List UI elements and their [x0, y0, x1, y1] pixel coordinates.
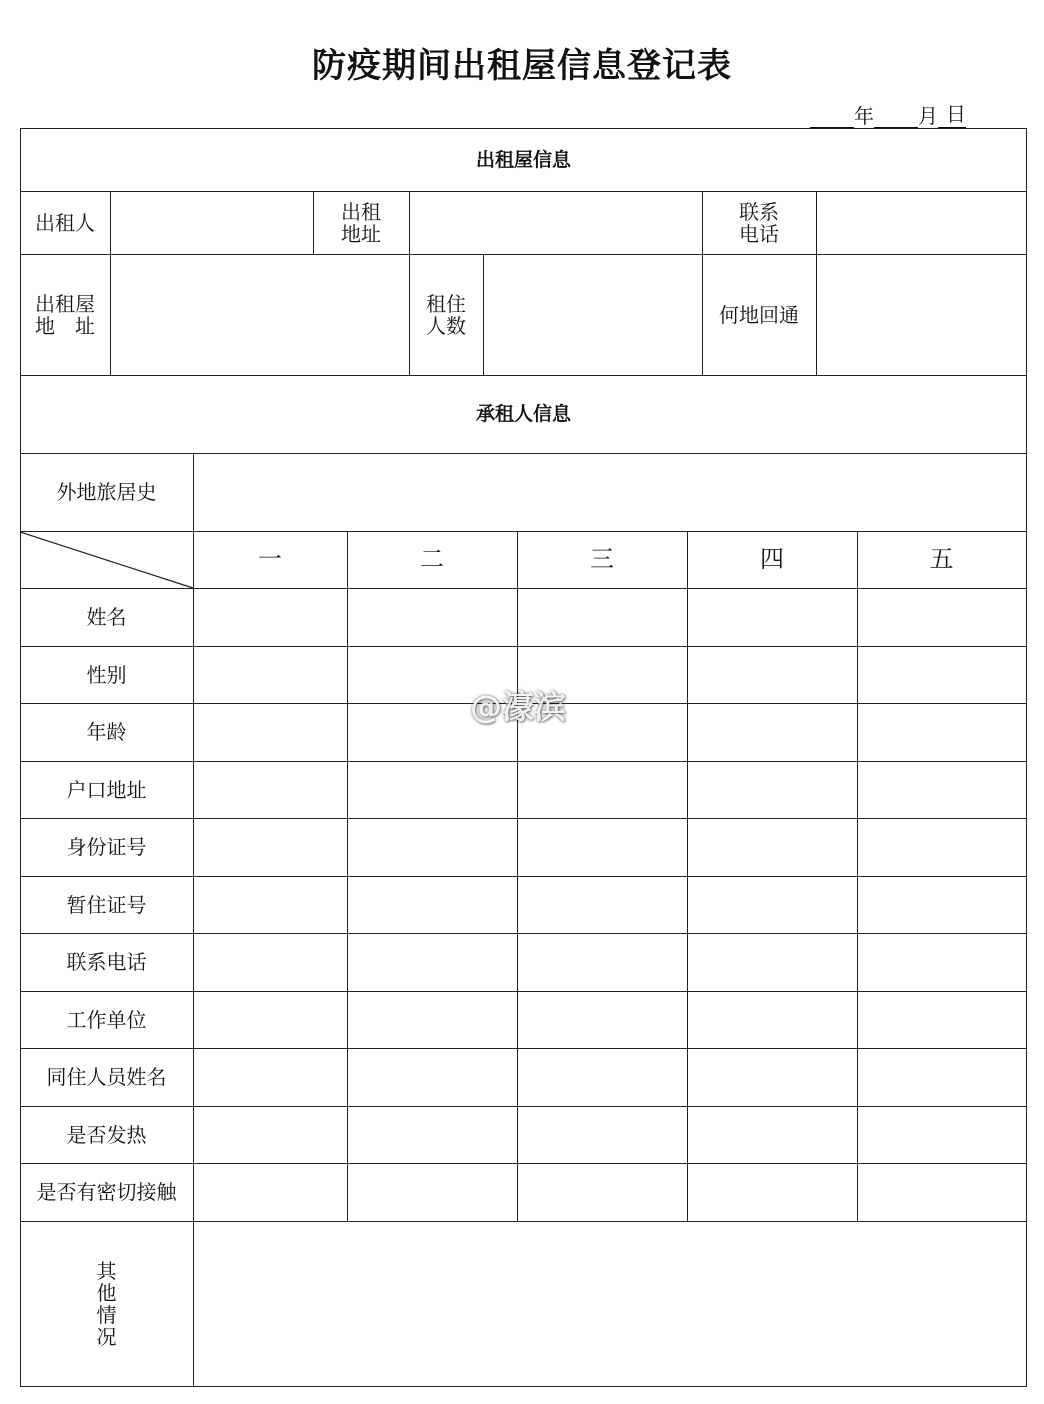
row-label-phone: 联系电话	[66, 950, 147, 974]
day-label: 日	[946, 98, 966, 129]
phone-label	[702, 191, 816, 254]
landlord-value[interactable]	[111, 192, 313, 254]
column-header-3: 三	[590, 546, 614, 573]
landlord-address-label-line2: 地址	[341, 221, 381, 246]
phone-label-line1: 联系	[739, 199, 779, 224]
tenant-count-label	[409, 254, 483, 375]
form-title: 防疫期间出租屋信息登记表	[312, 46, 732, 86]
house-address-label-line2: 地 址	[35, 313, 95, 338]
other-label	[20, 1221, 193, 1386]
house-address-label-line1: 出租屋	[35, 291, 95, 316]
house-address-label	[20, 254, 110, 375]
landlord-address-label-line1: 出租	[341, 199, 381, 224]
row-label-close-contact: 是否有密切接触	[36, 1180, 177, 1204]
section-tenant-info: 承租人信息	[475, 403, 571, 425]
row-label-name: 姓名	[86, 605, 127, 629]
landlord-label: 出租人	[35, 210, 95, 235]
tenant-count-value[interactable]	[484, 255, 702, 375]
row-label-fever: 是否发热	[66, 1122, 147, 1147]
house-address-value[interactable]	[111, 255, 409, 375]
tenant-count-label-line2: 人数	[426, 313, 466, 338]
other-label-char-2: 他	[96, 1280, 117, 1305]
row-label-employer: 工作单位	[66, 1007, 147, 1032]
other-value[interactable]	[194, 1222, 1026, 1386]
column-header-5: 五	[929, 546, 954, 573]
month-label: 月	[918, 104, 938, 128]
row-label-residence-permit: 暂住证号	[66, 892, 147, 917]
travel-history-label: 外地旅居史	[56, 480, 157, 504]
row-label-age: 年龄	[86, 720, 127, 744]
column-header-2: 二	[420, 546, 444, 573]
landlord-address-value[interactable]	[410, 192, 702, 254]
column-header-4: 四	[760, 546, 784, 573]
return-from-label: 何地回通	[719, 302, 799, 327]
row-label-gender: 性别	[86, 662, 127, 687]
phone-label-line2: 电话	[739, 221, 779, 246]
row-label-hukou-address: 户口地址	[66, 777, 147, 802]
landlord-address-label	[313, 191, 409, 254]
row-label-id-number: 身份证号	[66, 835, 147, 859]
watermark: @濠滨	[470, 688, 567, 726]
other-label-char-4: 况	[96, 1324, 117, 1349]
phone-value[interactable]	[817, 192, 1026, 254]
other-label-char-3: 情	[96, 1302, 117, 1327]
column-header-1: 一	[258, 546, 282, 573]
travel-history-value[interactable]	[194, 454, 1026, 531]
diagonal-header-cell	[20, 531, 194, 589]
section-rental-info: 出租屋信息	[475, 148, 571, 171]
row-label-cohabitants: 同住人员姓名	[46, 1065, 167, 1089]
other-label-char-1: 其	[96, 1258, 117, 1283]
return-from-value[interactable]	[817, 255, 1026, 375]
tenant-count-label-line1: 租住	[426, 291, 466, 316]
year-label: 年	[854, 104, 874, 128]
